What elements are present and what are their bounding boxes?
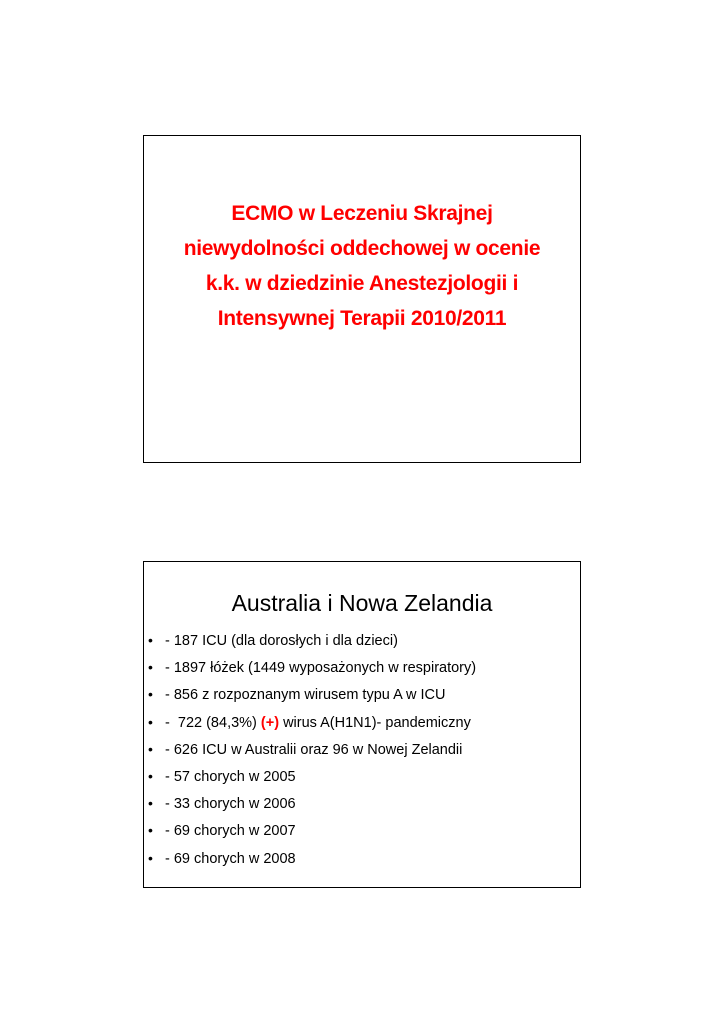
list-item-text-before: - 722 (84,3%) xyxy=(165,714,261,731)
bullet-icon: • xyxy=(148,822,153,839)
bullet-icon: • xyxy=(148,795,153,812)
slide-title xyxy=(144,196,580,336)
list-item xyxy=(148,632,476,659)
list-item xyxy=(148,714,476,741)
list-item-text: - 69 chorych w 2007 xyxy=(165,823,296,840)
title-line: Intensywnej Terapii 2010/2011 xyxy=(217,307,507,330)
bullet-icon: • xyxy=(148,740,153,757)
slide-title: Australia i Nowa Zelandia xyxy=(231,590,493,616)
list-item-text: - 187 ICU (dla dorosłych i dla dzieci) xyxy=(165,633,398,649)
title-line: k.k. w dziedzinie Anestezjologii i xyxy=(205,272,519,295)
list-item xyxy=(148,659,476,686)
bullet-icon: • xyxy=(148,767,153,784)
list-item xyxy=(148,768,476,795)
positive-marker: (+) xyxy=(260,714,280,731)
bullet-icon: • xyxy=(148,713,153,730)
list-item-text: - 33 chorych w 2006 xyxy=(165,796,296,813)
list-item-text xyxy=(165,715,471,731)
list-item-text: - 57 chorych w 2005 xyxy=(165,768,296,785)
title-line: niewydolności oddechowej w ocenie xyxy=(183,237,541,260)
list-item xyxy=(148,741,476,768)
list-item xyxy=(148,822,476,849)
list-item-text: - 856 z rozpoznanym wirusem typu A w ICU xyxy=(165,687,446,704)
bullet-icon: • xyxy=(148,686,153,703)
list-item-text: - 626 ICU w Australii oraz 96 w Nowej Zelandii xyxy=(165,741,463,758)
list-item xyxy=(148,850,476,877)
bullet-list xyxy=(148,632,476,877)
title-slide xyxy=(143,135,581,463)
list-item xyxy=(148,686,476,713)
bullet-icon: • xyxy=(148,632,153,648)
bullet-icon: • xyxy=(148,849,153,866)
list-item-text-after: wirus A(H1N1)- pandemiczny xyxy=(279,714,471,731)
title-line: ECMO w Leczeniu Skrajnej xyxy=(231,202,493,225)
content-slide xyxy=(143,561,581,888)
list-item-text: - 1897 łóżek (1449 wyposażonych w respiratory) xyxy=(165,660,477,677)
bullet-icon: • xyxy=(148,659,153,676)
list-item xyxy=(148,795,476,822)
list-item-text: - 69 chorych w 2008 xyxy=(165,850,296,867)
